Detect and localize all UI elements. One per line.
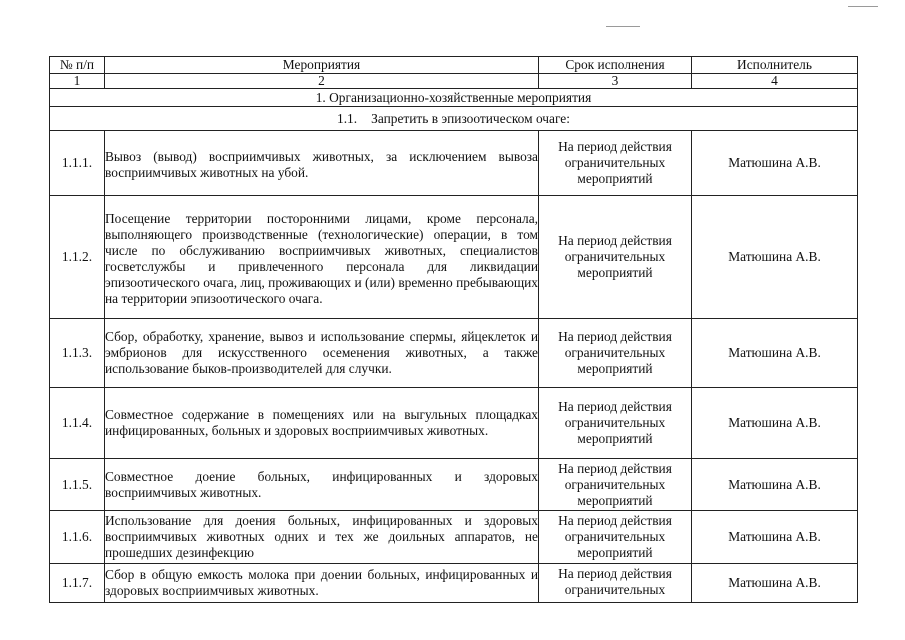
subsection-row (50, 107, 858, 131)
row-activity: Сбор, обработку, хранение, вывоз и использование спермы, яйцеклеток и эмбрионов для искусственного осеменения животных, а также использование быков-производителей для случки. (105, 319, 539, 388)
table-header-row (50, 57, 858, 74)
activities-table (49, 56, 858, 603)
row-number: 1.1.3. (50, 319, 105, 388)
row-executor: Матюшина А.В. (692, 131, 858, 196)
row-term: На период действия ограничительных (539, 564, 692, 603)
row-executor: Матюшина А.В. (692, 319, 858, 388)
row-term: На период действия ограничительных мероприятий (539, 459, 692, 511)
header-activities: Мероприятия (105, 57, 539, 74)
row-activity: Вывоз (вывод) восприимчивых животных, за исключением вывоза восприимчивых животных на убой. (105, 131, 539, 196)
row-number: 1.1.4. (50, 388, 105, 459)
column-number-2: 2 (105, 74, 539, 89)
row-activity: Совместное содержание в помещениях или на выгульных площадках инфицированных, больных и здоровых восприимчивых животных. (105, 388, 539, 459)
table-row (50, 319, 858, 388)
row-number: 1.1.2. (50, 196, 105, 319)
subsection-number: 1.1. (337, 110, 358, 126)
row-number: 1.1.6. (50, 511, 105, 564)
row-executor: Матюшина А.В. (692, 196, 858, 319)
table-row (50, 131, 858, 196)
row-term: На период действия ограничительных мероприятий (539, 388, 692, 459)
row-number: 1.1.1. (50, 131, 105, 196)
subsection-cell (50, 107, 858, 131)
subsection-text: Запретить в эпизоотическом очаге: (371, 110, 570, 126)
header-number: № п/п (50, 57, 105, 74)
table-row (50, 388, 858, 459)
row-activity: Посещение территории посторонними лицами, кроме персонала, выполняющего производственные (технологические) операции, в том числе по обслуживанию восприимчивых животных, специалистов госветслужбы и привлеченного персонала для ликвидации эпизоотического очага, лиц, проживающих и (или) временно пребывающих на территории эпизоотического очага. (105, 196, 539, 319)
row-activity: Сбор в общую емкость молока при доении больных, инфицированных и здоровых восприимчивых животных. (105, 564, 539, 603)
row-executor: Матюшина А.В. (692, 459, 858, 511)
row-term: На период действия ограничительных мероприятий (539, 131, 692, 196)
row-executor: Матюшина А.В. (692, 388, 858, 459)
row-number: 1.1.5. (50, 459, 105, 511)
section-row (50, 89, 858, 107)
row-term: На период действия ограничительных мероприятий (539, 511, 692, 564)
header-term: Срок исполнения (539, 57, 692, 74)
section-title: 1. Организационно-хозяйственные мероприятия (50, 89, 858, 107)
row-number: 1.1.7. (50, 564, 105, 603)
table-row (50, 196, 858, 319)
column-number-3: 3 (539, 74, 692, 89)
row-executor: Матюшина А.В. (692, 564, 858, 603)
header-executor: Исполнитель (692, 57, 858, 74)
column-number-1: 1 (50, 74, 105, 89)
row-executor: Матюшина А.В. (692, 511, 858, 564)
column-numbers-row (50, 74, 858, 89)
row-activity: Совместное доение больных, инфицированных и здоровых восприимчивых животных. (105, 459, 539, 511)
column-number-4: 4 (692, 74, 858, 89)
scan-artifact-line (606, 26, 640, 27)
table-row (50, 459, 858, 511)
table-row (50, 511, 858, 564)
scan-artifact-line (848, 6, 878, 7)
row-term: На период действия ограничительных мероприятий (539, 196, 692, 319)
table-row (50, 564, 858, 603)
row-term: На период действия ограничительных мероприятий (539, 319, 692, 388)
row-activity: Использование для доения больных, инфицированных и здоровых восприимчивых животных одних и тех же доильных аппаратов, не прошедших дезинфекцию (105, 511, 539, 564)
